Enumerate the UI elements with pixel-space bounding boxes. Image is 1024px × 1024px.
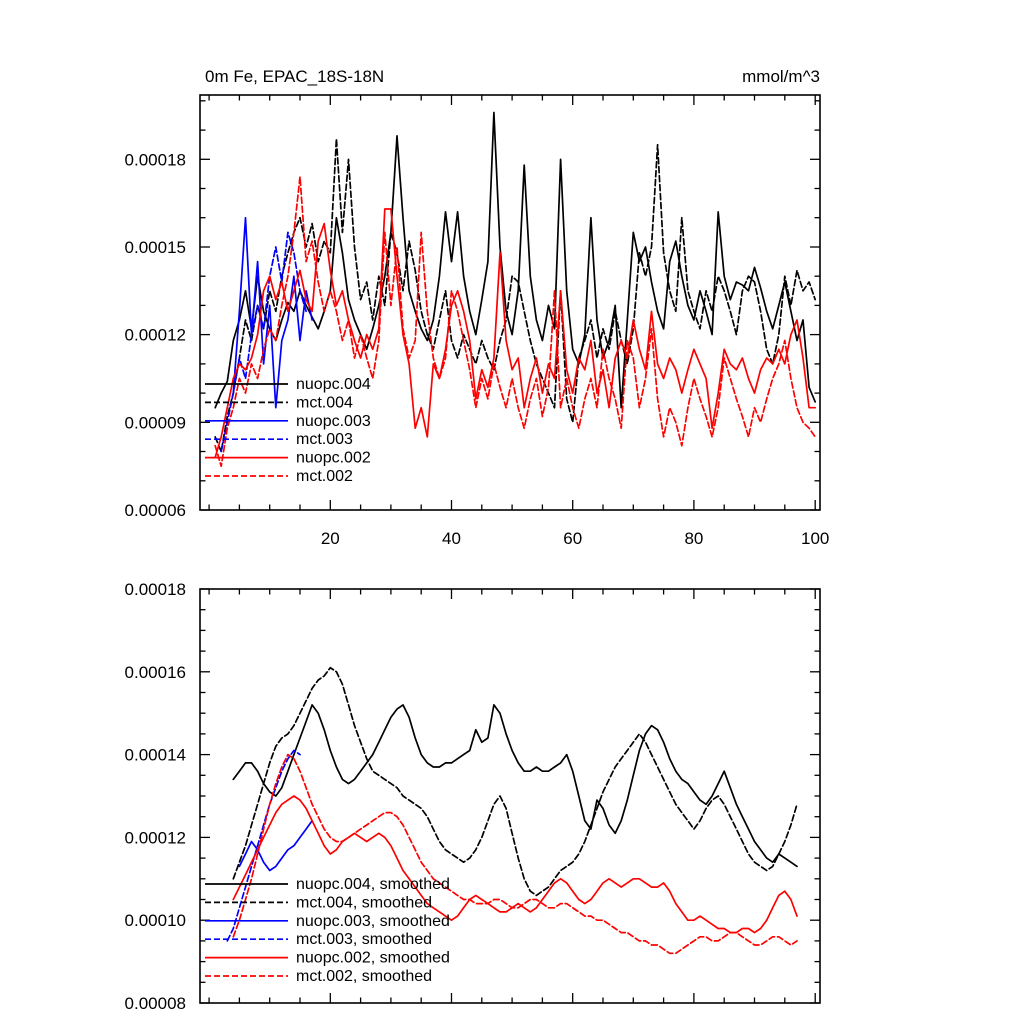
y-tick-label: 0.00018 <box>124 150 186 170</box>
series-line-mct-003-smoothed <box>227 751 300 941</box>
legend-label: nuopc.002 <box>296 449 371 467</box>
legend-label: mct.002 <box>296 468 353 485</box>
legend-label: nuopc.002, smoothed <box>296 949 450 967</box>
y-tick-label: 0.00015 <box>124 238 186 257</box>
legend-label: nuopc.003, smoothed <box>296 912 450 930</box>
legend-label: mct.004 <box>296 394 353 412</box>
x-tick-label: 20 <box>320 529 340 548</box>
y-tick-label: 0.00016 <box>124 662 186 682</box>
x-tick-label: 40 <box>442 529 461 548</box>
chart-title: 0m Fe, EPAC_18S-18N <box>205 67 385 86</box>
legend-label: mct.004, smoothed <box>296 894 433 912</box>
chart-panel-1 <box>125 95 830 548</box>
y-tick-label: 0.00012 <box>124 828 186 848</box>
y-tick-label: 0.00008 <box>124 994 186 1013</box>
chart-panel-2 <box>125 580 820 1013</box>
x-tick-label: 100 <box>801 529 830 548</box>
y-tick-label: 0.00010 <box>124 911 186 931</box>
y-tick-label: 0.00018 <box>124 580 186 599</box>
y-tick-label: 0.00012 <box>124 325 186 345</box>
legend <box>205 876 450 985</box>
legend-label: nuopc.004, smoothed <box>296 876 450 893</box>
x-tick-label: 60 <box>563 529 583 548</box>
y-tick-label: 0.00009 <box>124 413 186 433</box>
legend-label: nuopc.003 <box>296 412 371 430</box>
units-label: mmol/m^3 <box>742 67 820 86</box>
y-tick-label: 0.00006 <box>124 501 186 520</box>
x-tick-label: 80 <box>684 529 704 548</box>
y-tick-label: 0.00014 <box>124 745 186 765</box>
series-line-mct-004-smoothed <box>233 668 797 896</box>
legend-label: nuopc.004 <box>296 376 371 393</box>
legend-label: mct.003, smoothed <box>296 931 433 949</box>
legend-label: mct.002, smoothed <box>296 968 433 985</box>
legend-label: mct.003 <box>296 431 353 449</box>
